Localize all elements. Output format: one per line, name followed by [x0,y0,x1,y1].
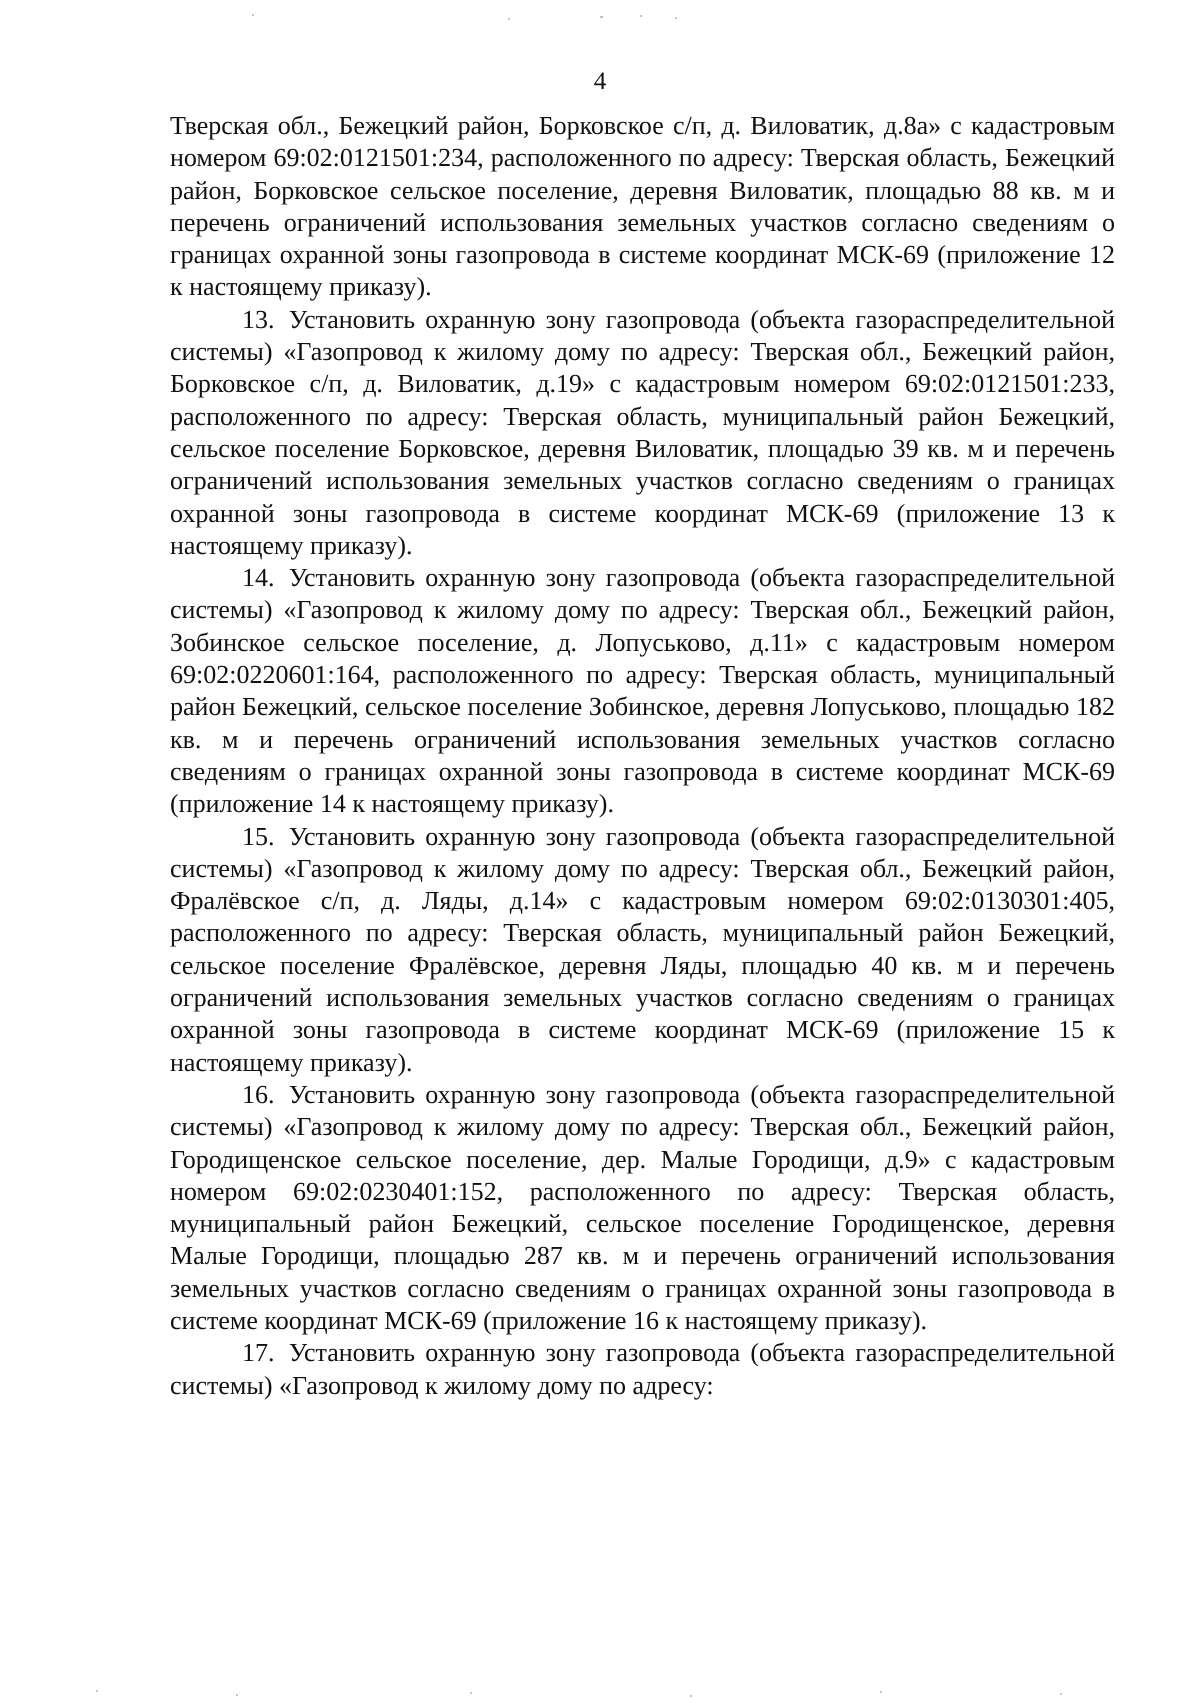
paragraph-text: Установить охранную зону газопровода (объекта газораспределительной системы) «Газопровод к жилому дому по адресу: Тверская обл., Бежецкий район, Борковское с/п, д. Виловатик, д.19» с кадастровым номером 69:02:0121501:233, расположенного по адресу: Тверская область, муниципальный район Бежецкий, сельское поселение Борковское, деревня Виловатик, площадью 39 кв. м и перечень ограничений использования земельных участков согласно сведениям о границах охранной зоны газопровода в системе координат МСК-69 (приложение 13 к настоящему приказу). [170,304,1115,560]
paragraph-number: 17. [242,1338,275,1368]
paragraph-number: 16. [242,1079,275,1109]
scan-speck [600,16,603,18]
paragraph-text: Установить охранную зону газопровода (объекта газораспределительной системы) «Газопровод к жилому дому по адресу: [170,1338,1115,1400]
scan-speck [236,1694,238,1696]
paragraph-17 [170,1337,1115,1402]
scan-speck [1060,1693,1062,1695]
scan-speck [675,17,677,19]
page-number: 4 [593,68,607,95]
paragraph-number: 14. [242,563,275,593]
document-body [170,110,1115,1402]
paragraph-14 [170,562,1115,820]
paragraph-text: Установить охранную зону газопровода (объекта газораспределительной системы) «Газопровод к жилому дому по адресу: Тверская обл., Бежецкий район, Зобинское сельское поселение, д. Лопуськово, д.11» с кадастровым номером 69:02:0220601:164, расположенного по адресу: Тверская область, муниципальный район Бежецкий, сельское поселение Зобинское, деревня Лопуськово, площадью 182 кв. м и перечень ограничений использования земельных участков согласно сведениям о границах охранной зоны газопровода в системе координат МСК-69 (приложение 14 к настоящему приказу). [170,563,1115,819]
paragraph-number: 15. [242,821,275,851]
paragraph-number: 13. [242,304,275,334]
paragraph-16 [170,1079,1115,1337]
scan-speck [880,1691,882,1693]
scan-speck [690,1695,692,1697]
scan-speck [96,1690,98,1692]
paragraph-13 [170,304,1115,562]
paragraph-text: Тверская обл., Бежецкий район, Борковское с/п, д. Виловатик, д.8а» с кадастровым номером 69:02:0121501:234, расположенного по адресу: Тверская область, Бежецкий район, Борковское сельское поселение, деревня Виловатик, площадью 88 кв. м и перечень ограничений использования земельных участков согласно сведениям о границах охранной зоны газопровода в системе координат МСК-69 (приложение 12 к настоящему приказу). [170,111,1115,302]
paragraph-continuation [170,110,1115,304]
scan-speck [252,14,254,16]
paragraph-text: Установить охранную зону газопровода (объекта газораспределительной системы) «Газопровод к жилому дому по адресу: Тверская обл., Бежецкий район, Фралёвское с/п, д. Ляды, д.14» с кадастровым номером 69:02:0130301:405, расположенного по адресу: Тверская область, муниципальный район Бежецкий, сельское поселение Фралёвское, деревня Ляды, площадью 40 кв. м и перечень ограничений использования земельных участков согласно сведениям о границах охранной зоны газопровода в системе координат МСК-69 (приложение 15 к настоящему приказу). [170,821,1115,1077]
scan-speck [470,1692,472,1694]
paragraph-15 [170,821,1115,1079]
scan-speck [640,15,642,17]
paragraph-text: Установить охранную зону газопровода (объекта газораспределительной системы) «Газопровод к жилому дому по адресу: Тверская обл., Бежецкий район, Городищенское сельское поселение, дер. Малые Городищи, д.9» с кадастровым номером 69:02:0230401:152, расположенного по адресу: Тверская область, муниципальный район Бежецкий, сельское поселение Городищенское, деревня Малые Городищи, площадью 287 кв. м и перечень ограничений использования земельных участков согласно сведениям о границах охранной зоны газопровода в системе координат МСК-69 (приложение 16 к настоящему приказу). [170,1079,1115,1335]
scan-speck [508,18,510,20]
